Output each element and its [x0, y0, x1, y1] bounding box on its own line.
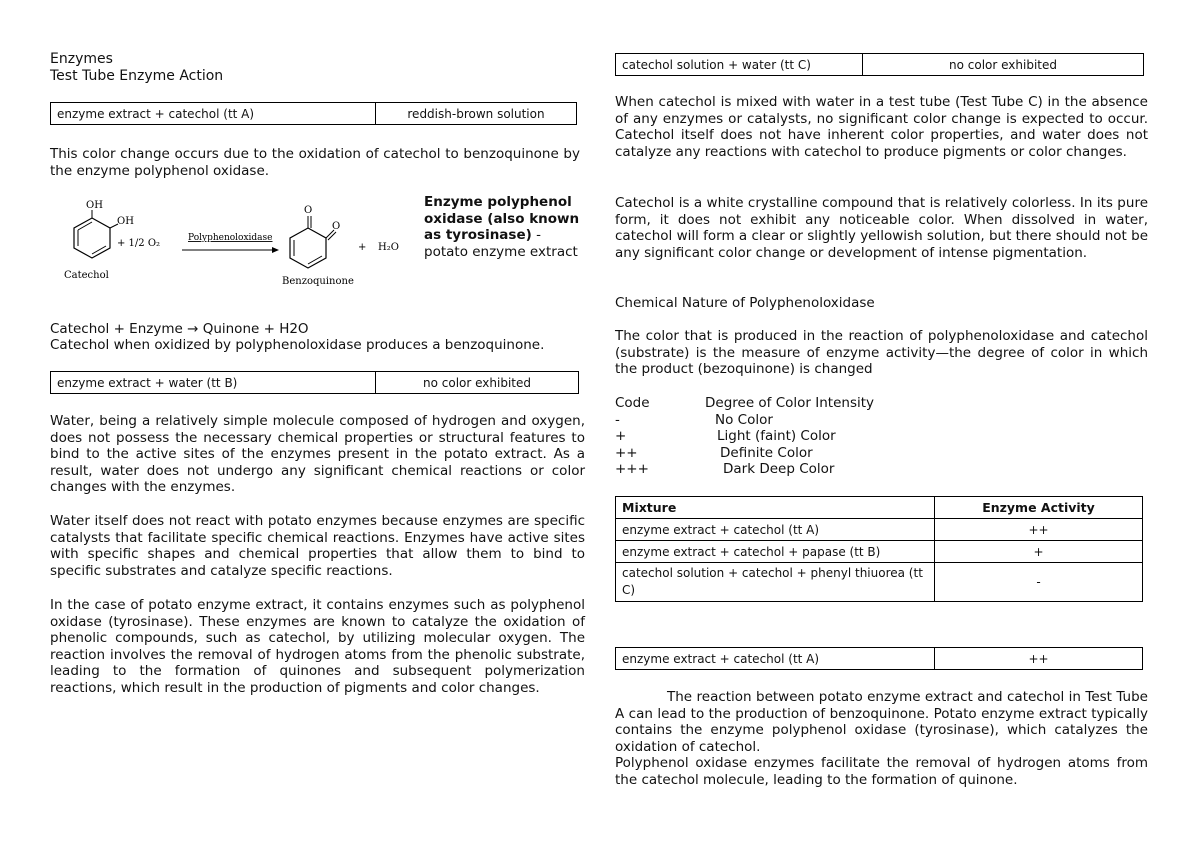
enzyme-note-rest: - potato enzyme extract	[424, 227, 578, 260]
water-label: H₂O	[378, 242, 399, 253]
paragraph-color-measure: The color that is produced in the reaction of polyphenoloxidase and catechol (substrate) is the measure of enzyme activity—the degree of color in which the product (bezoquinone) is changed	[615, 328, 1148, 377]
enzyme-activity-table	[615, 496, 1143, 602]
plus-sign: +	[358, 242, 367, 253]
table-row: catechol solution + catechol + phenyl thiuorea (tt C) -	[616, 563, 1143, 602]
table-row: enzyme extract + catechol (tt A) ++	[616, 519, 1143, 541]
code-legend-row: +++ Dark Deep Color	[615, 461, 835, 477]
paragraph-reaction-tt-a: The reaction between potato enzyme extract and catechol in Test Tube A can lead to the production of benzoquinone. Potato enzyme extract typically contains the enzyme polyphenol oxidase (tyrosinase), which catalyzes the oxidation of catechol.	[615, 689, 1148, 755]
paragraph-water-2: Water itself does not react with potato enzymes because enzymes are specific catalysts that facilitate specific chemical reactions. Enzymes have active sites with specific shapes and chemical properties that allow them to bind to specific substrates and catalyze specific reactions.	[50, 513, 585, 579]
paragraph-oxidation: This color change occurs due to the oxidation of catechol to benzoquinone by the enzyme polyphenol oxidase.	[50, 146, 580, 179]
o-label-1: O	[304, 205, 313, 216]
arrow-head	[272, 247, 279, 253]
result-cell: no color exhibited	[376, 372, 579, 394]
table-tt-a-result	[615, 647, 1143, 670]
table-row	[51, 103, 577, 125]
code-legend	[615, 395, 874, 478]
benzoquinone-label: Benzoquinone	[282, 276, 354, 287]
paragraph-potato: In the case of potato enzyme extract, it contains enzymes such as polyphenol oxidase (tyrosinase). These enzymes are known to catalyze the oxidation of phenolic compounds, such as catechol, by utilizing molecular oxygen. The reaction involves the removal of hydrogen atoms from the phenolic substrate, leading to the formation of quinones and subsequent polymerization reactions, which result in the production of pigments and color changes.	[50, 597, 585, 696]
oh-label-1: OH	[86, 200, 103, 211]
header-enzyme-activity: Enzyme Activity	[935, 497, 1143, 519]
paragraph-catechol-water: When catechol is mixed with water in a test tube (Test Tube C) in the absence of any enzymes or catalysts, no significant color change is expected to occur. Catechol itself does not have inherent color properties, and water does not catalyze any reactions with catechol to produce pigments or color changes.	[615, 94, 1148, 160]
header-mixture: Mixture	[616, 497, 935, 519]
table-row	[616, 648, 1143, 670]
table-tt-b	[50, 371, 579, 394]
catechol-ring	[74, 218, 110, 258]
table-row	[51, 372, 579, 394]
table-header-row	[616, 497, 1143, 519]
table-tt-c	[615, 53, 1144, 76]
benzoquinone-ring	[290, 228, 326, 268]
code-legend-row: + Light (faint) Color	[615, 428, 836, 444]
table-row	[616, 54, 1144, 76]
paragraph-catechol-color: Catechol is a white crystalline compound that is relatively colorless. In its pure form, it does not exhibit any noticeable color. When dissolved in water, catechol will form a clear or slightly yellowish solution, but there should not be any significant color change or development of intense pigmentation.	[615, 195, 1148, 261]
table-tt-a	[50, 102, 577, 125]
mixture-cell: catechol solution + water (tt C)	[616, 54, 863, 76]
paragraph-water-1: Water, being a relatively simple molecule composed of hydrogen and oxygen, does not possess the necessary chemical properties or structural features to bind to the active sites of the enzymes present in the potato extract. As a result, water does not undergo any significant chemical reactions or color changes with the enzymes.	[50, 413, 585, 495]
doc-title: Enzymes	[50, 51, 113, 67]
reaction-diagram	[60, 196, 400, 291]
enzyme-label: Polyphenoloxidase	[188, 233, 273, 243]
doc-subtitle: Test Tube Enzyme Action	[50, 68, 224, 84]
result-cell: no color exhibited	[863, 54, 1144, 76]
result-cell: reddish-brown solution	[376, 103, 577, 125]
result-cell: ++	[935, 648, 1143, 670]
mixture-cell: enzyme extract + catechol (tt A)	[51, 103, 376, 125]
mixture-cell: enzyme extract + catechol (tt A)	[616, 648, 935, 670]
section-heading: Chemical Nature of Polyphenoloxidase	[615, 295, 875, 311]
o-label-2: O	[332, 221, 341, 232]
code-legend-header: Code Degree of Color Intensity	[615, 395, 875, 411]
mixture-cell: enzyme extract + water (tt B)	[51, 372, 376, 394]
oxygen-label: + 1/2 O₂	[117, 238, 161, 249]
catechol-label: Catechol	[64, 270, 109, 281]
oh-label-2: OH	[117, 216, 134, 227]
enzyme-note	[424, 194, 584, 260]
code-legend-row: ++ Definite Color	[615, 444, 813, 461]
equation: Catechol + Enzyme → Quinone + H2O	[50, 321, 309, 337]
table-row: enzyme extract + catechol + papase (tt B) +	[616, 541, 1143, 563]
equation-note: Catechol when oxidized by polyphenoloxidase produces a benzoquinone.	[50, 337, 545, 353]
enzyme-note-bold: Enzyme polyphenol oxidase (also known as tyrosinase)	[424, 194, 580, 243]
code-legend-row: - No Color	[615, 411, 773, 428]
paragraph-ppo-hydrogen: Polyphenol oxidase enzymes facilitate the removal of hydrogen atoms from the catechol molecule, leading to the formation of quinone.	[615, 755, 1148, 788]
